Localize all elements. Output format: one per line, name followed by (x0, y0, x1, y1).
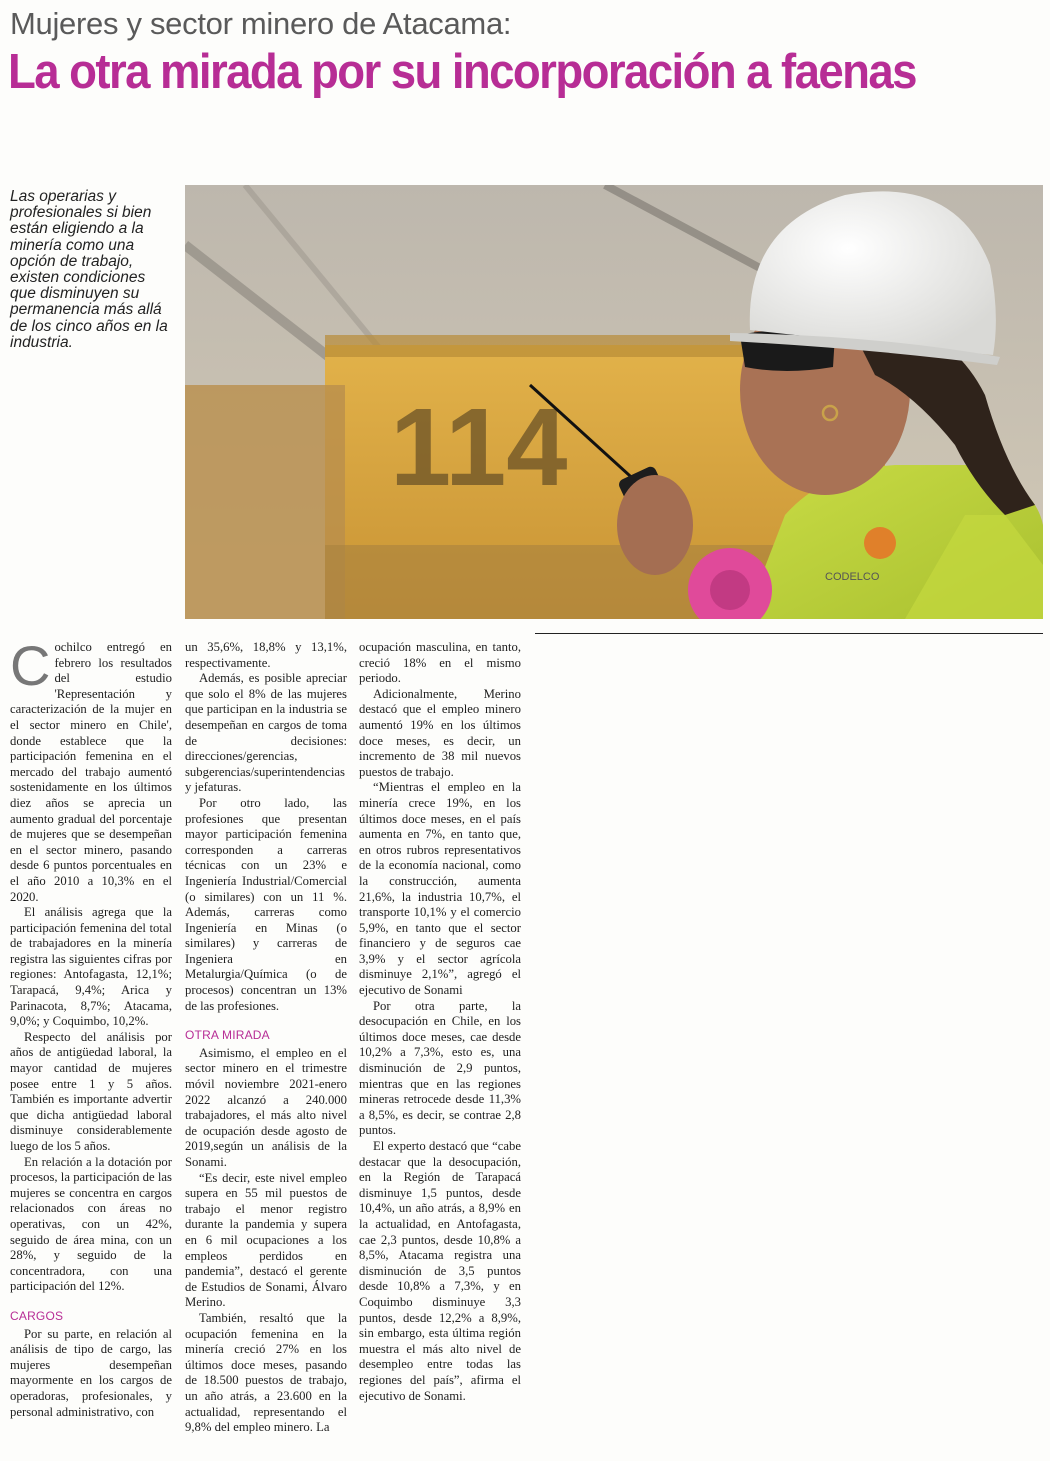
subheading-otra-mirada: OTRA MIRADA (185, 1028, 270, 1043)
paragraph: El experto destacó que “cabe destacar que la desocupación, en la Región de Tarapacá disminuye 1,5 puntos, desde 10,4%, un año atrás, a 8,9% en la actualidad, en Antofagasta, cae 2,3 puntos, desde 10,8% a 8,5%, Atacama registra una disminución de 3,5 puntos desde 10,8% a 7,3%, y en Coquimbo disminuye 3,3 puntos, desde 12,2% a 8,9%, sin embargo, esta última región muestra el más alto nivel de desempleo entre todas las regiones del país”, afirma el ejecutivo de Sonami. (359, 1139, 521, 1403)
paragraph: También, resaltó que la ocupación femenina en la minería creció 27% en los últimos doce meses, pasando de 18.500 puestos de trabajo, un año atrás, a 23.600 en la actualidad, representando el 9,8% del empleo minero. La (185, 1310, 347, 1435)
subheading-cargos: CARGOS (10, 1308, 64, 1323)
vehicle-number: 114 (390, 386, 568, 509)
paragraph: Por su parte, en relación al análisis de tipo de cargo, las mujeres desempeñan mayormente en los cargos de operadoras, profesionales, y personal administrativo, con (10, 1326, 172, 1419)
paragraph: En relación a la dotación por procesos, la participación de las mujeres se concentra en cargos relacionados con áreas no operativas, con un 42%, seguido de área mina, con un 28%, y seguido de la concentradora, con una participación del 12%. (10, 1154, 172, 1294)
paragraph: “Mientras el empleo en la minería crece 19%, en los últimos doce meses, en el país aumenta en 7%, en tanto que, en otros rubros representativos de la economía nacional, como la construcción, aumenta 21,6%, la industria 10,7%, el transporte 10,1% y el comercio 5,9%, en tanto que el sector financiero y de seguros cae 3,9% y el sector agrícola disminuye 2,1%”, agregó el ejecutivo de Sonami (359, 780, 521, 998)
paragraph: Por otra parte, la desocupación en Chile, en los últimos doce meses, cae desde 10,2% a 7,3%, esto es, una disminución de 2,9 puntos, mientras que en las regiones mineras retrocede desde 11,3% a 8,5%, es decir, se contrae 2,8 puntos. (359, 998, 521, 1138)
paragraph: ocupación masculina, en tanto, creció 18% en el mismo periodo. (359, 640, 521, 686)
paragraph: Adicionalmente, Merino destacó que el empleo minero aumentó 19% en los últimos doce meses, es decir, un incremento de 38 mil nuevos puestos de trabajo. (359, 686, 521, 779)
column-rule (535, 633, 1043, 634)
headline: La otra mirada por su incorporación a faenas (8, 45, 916, 99)
article-column-1 (10, 634, 172, 1420)
paragraph: Respecto del análisis por años de antigüedad laboral, la mayor cantidad de mujeres posee entre 1 y 5 años. También es importante advertir que dicha antigüedad laboral disminuye considerablemente luego de los 5 años. (10, 1029, 172, 1153)
standfirst: Las operarias y profesionales si bien están eligiendo a la minería como una opción de trabajo, existen condiciones que disminuyen su permanencia más allá de los cinco años en la industria. (10, 188, 168, 351)
paragraph: El análisis agrega que la participación femenina del total de trabajadores en la minería registra las siguientes cifras por regiones: Antofagasta, 12,1%; Tarapacá, 9,4%; Arica y Parinacota, 8,7%; Atacama, 9,0%; y Coquimbo, 10,2%. (10, 905, 172, 1029)
vest-logo-text: CODELCO (825, 571, 880, 583)
paragraph: “Es decir, este nivel empleo supera en 55 mil puestos de trabajo el menor registro durante la pandemia y supera en 6 mil ocupaciones a los empleos perdidos en pandemia”, destacó el gerente de Estudios de Sonami, Álvaro Merino. (185, 1170, 347, 1310)
paragraph: Cochilco entregó en febrero los resultados del estudio 'Representación y caracterización de la mujer en el sector minero en Chile', donde establece que la participación femenina en el mercado del trabajo aumentó sostenidamente en los últimos diez años se aprecia un aumento gradual del porcentaje de mujeres que se desempeñan en el sector minero, pasando desde 6 puntos porcentuales en el año 2010 a 10,3% en el 2020. (10, 634, 172, 904)
article-column-2 (185, 640, 347, 1436)
paragraph: Por otro lado, las profesiones que presentan mayor participación femenina corresponden a carreras técnicas con un 23% e Ingeniería Industrial/Comercial (o similares) con un 11 %. Además, carreras como Ingeniería en Minas (o similares) y carreras de Ingeniera en Metalurgia/Química (o de procesos) concentran un 13% de las profesiones. (185, 795, 347, 1013)
paragraph: Además, es posible apreciar que solo el 8% de las mujeres que participan en la industria se desempeñan en cargos de toma de decisiones: direcciones/gerencias, subgerencias/superintendencias y jefaturas. (185, 671, 347, 795)
photo-woman-miner-hardhat (185, 185, 1043, 619)
paragraph: Asimismo, el empleo en el sector minero en el trimestre móvil noviembre 2021-enero 2022 alcanzó a 240.000 trabajadores, el más alto nivel de ocupación desde agosto de 2019,según un análisis de la Sonami. (185, 1045, 347, 1169)
article-column-3 (359, 640, 521, 1404)
paragraph: un 35,6%, 18,8% y 13,1%, respectivamente. (185, 640, 347, 670)
photo-illustration (185, 185, 1043, 619)
dropcap: C (10, 634, 51, 697)
kicker: Mujeres y sector minero de Atacama: (10, 6, 512, 41)
